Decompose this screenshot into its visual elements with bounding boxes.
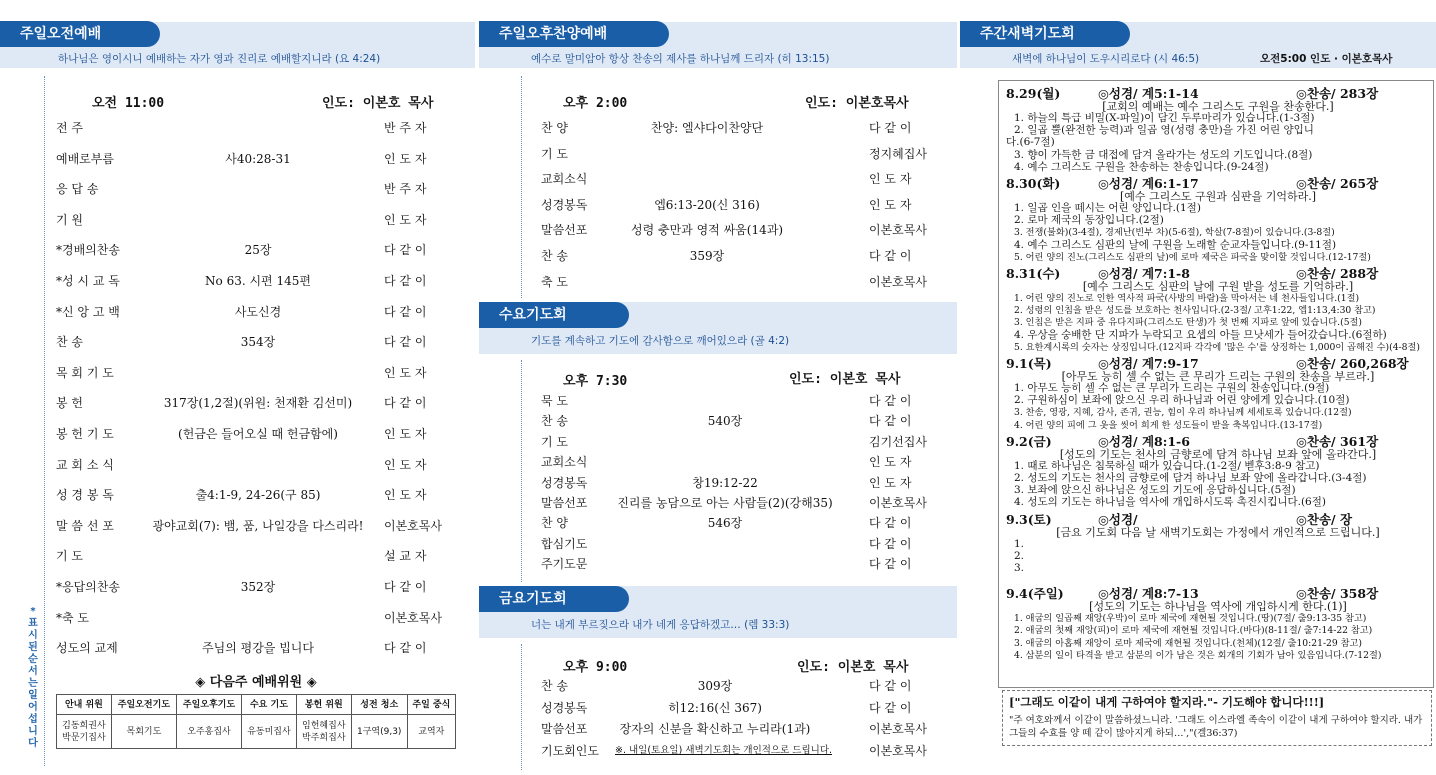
order-content: 찬양: 엘샤다이찬양단: [650, 121, 764, 135]
wednesday-verse: 기도를 계속하고 기도에 감사함으로 깨어있으라 (골 4:2): [531, 335, 790, 347]
order-row: [0, 546, 475, 566]
dawn-day-theme: [예수 그리스도 구원과 심판을 기억하라.]: [1119, 190, 1317, 203]
dawn-bible: ◎성경/ 계5:1-14: [1098, 86, 1199, 101]
order-person: 김기선집사: [869, 434, 927, 449]
order-person: 다 같 이: [384, 274, 427, 288]
order-item: 기 도: [56, 549, 83, 564]
order-content: 창19:12-22: [692, 475, 758, 490]
order-person: 이본호목사: [384, 518, 442, 533]
dawn-day-line: 4. 예수 그리스도 구원을 찬송하는 찬송입니다.(9-24절): [1014, 160, 1269, 173]
prayer-quote-box: [1002, 690, 1432, 746]
next-committee-table: [56, 694, 456, 749]
order-row: [479, 534, 957, 554]
order-item: 찬 양: [541, 516, 568, 531]
dawn-day-line: 2.: [1014, 549, 1025, 562]
friday-verse: 너는 내게 부르짖으라 내가 네게 응답하겠고… (렘 33:3): [531, 619, 790, 631]
order-person: 인 도 자: [384, 365, 427, 380]
order-row: [0, 271, 475, 291]
order-item: 찬 양: [541, 121, 568, 135]
order-content: 진리를 농담으로 아는 사람들(2)(강해35): [617, 496, 833, 510]
order-content: 317장(1,2절)(위원: 천재환 김선미): [163, 396, 353, 411]
committee-header: 안내 위원: [57, 695, 112, 715]
committee-value: 목회기도: [111, 715, 176, 749]
order-person: 인 도 자: [869, 455, 912, 470]
order-item: 교회소식: [541, 172, 588, 187]
dawn-day-line: 4. 성도의 기도는 하나님을 역사에 개입하시도록 촉진시킵니다.(6절): [1014, 496, 1326, 509]
dawn-title: 주간새벽기도회: [960, 21, 1130, 47]
order-item: *경배의찬송: [56, 243, 120, 258]
dawn-bible: ◎성경/ 계7:9-17: [1098, 356, 1199, 371]
committee-header: 수요 기도: [242, 695, 297, 715]
order-row: [479, 144, 957, 164]
order-person: 다 같 이: [869, 414, 912, 429]
dawn-day-line: 1. 때로 하나님은 침묵하실 때가 있습니다.(1-2절/ 벧후3:8-9 참고): [1014, 459, 1320, 472]
order-item: 말씀선포: [541, 722, 588, 737]
order-row: [0, 240, 475, 260]
order-row: [479, 411, 957, 431]
order-item: 합심기도: [541, 536, 588, 551]
dawn-day-line: 4. 우상을 숭배한 단 지파가 누락되고 요셉의 아들 므낫세가 들어갔습니다.(6절하): [1014, 328, 1387, 341]
dawn-day-line: 1. 하늘의 특급 비밀(X-파일)이 담긴 두루마리가 있습니다.(1-3절): [1014, 112, 1315, 124]
dawn-bible: ◎성경/ 계7:1-8: [1098, 266, 1190, 281]
dawn-day-line: 4. 어린 양의 피에 그 옷을 씻어 희게 한 성도들이 받을 축복입니다.(13-17절): [1014, 419, 1323, 431]
dawn-day-theme: [아무도 능히 셀 수 없는 큰 무리가 드리는 구원의 찬송을 부르라.]: [1061, 370, 1375, 383]
order-person: 인 도 자: [869, 197, 912, 212]
order-row: [0, 332, 475, 352]
order-person: 인 도 자: [384, 212, 427, 227]
dawn-day-line: 1. 아무도 능히 셀 수 없는 큰 무리가 드리는 구원의 찬송입니다.(9절): [1014, 382, 1330, 394]
order-content: 엡6:13-20(신 316): [654, 197, 760, 212]
order-person: 인 도 자: [384, 427, 427, 441]
order-content: 광야교회(7): 뱀, 품, 나일강을 다스리라!: [152, 518, 364, 533]
quote-title: ["그래도 이같이 내게 구하여야 할지라."- 기도해야 합니다!!!]: [1009, 695, 1325, 709]
order-row: [0, 118, 475, 138]
order-row: [479, 452, 957, 472]
order-item: 전 주: [56, 121, 83, 135]
dawn-hymn: ◎찬송/ 장: [1296, 511, 1353, 527]
order-row: [479, 698, 957, 718]
order-item: 주기도문: [541, 557, 588, 572]
dawn-day-line: 3. 애굽의 아홉째 재앙이 로마 제국에 재현될 것입니다.(천체)(12절/ 출10:21-29 참고): [1014, 637, 1362, 649]
order-item: 찬 송: [541, 414, 568, 429]
committee-header: 주일오전기도: [111, 695, 176, 715]
order-person: 다 같 이: [384, 243, 427, 258]
dawn-column: [960, 0, 1436, 775]
order-content: 352장: [240, 580, 276, 594]
wednesday-time: 오후 7:30: [563, 374, 628, 389]
committee-header: 성전 청소: [351, 695, 407, 715]
order-item: 성도의 교제: [56, 641, 118, 656]
order-item: 말씀선포: [541, 223, 588, 238]
order-row: [479, 246, 957, 266]
committee-value: 유동미집사: [242, 715, 297, 749]
dawn-day-theme: [금요 기도회 다음 날 새벽기도회는 가정에서 개인적으로 드립니다.]: [1056, 525, 1380, 539]
friday-leader: 인도: 이본호 목사: [797, 660, 909, 675]
order-item: 말 씀 선 포: [56, 518, 114, 533]
order-item: 기도회인도: [541, 743, 599, 758]
order-row: [479, 473, 957, 493]
dawn-day-line: 3.: [1014, 562, 1025, 574]
sunday-am-time: 오전 11:00: [92, 96, 165, 111]
sunday-pm-leader: 인도: 이본호목사: [805, 96, 909, 111]
order-person: 다 같 이: [869, 249, 912, 263]
dawn-day-line: 3. 인침은 받은 지파 중 유다지파(그리스도 탄생)가 첫 번째 지파로 앞에 있습니다.(5절): [1014, 317, 1362, 329]
sunday-am-column: [0, 0, 475, 775]
order-item: 찬 송: [56, 335, 83, 350]
order-item: 묵 도: [541, 394, 568, 408]
committee-value: 김동희권사 박문기집사: [57, 715, 112, 749]
order-item: 기 도: [541, 146, 568, 161]
dawn-day-line: 2. 구원하심이 보좌에 앉으신 우리 하나님과 어린 양에게 있습니다.(10절): [1014, 394, 1350, 407]
dawn-day-theme: [교회의 예배는 예수 그리스도 구원을 찬송한다.]: [1102, 100, 1334, 113]
dawn-day-line: 5. 어린 양의 진노(그리스도 심판의 날)에 로마 제국은 파국을 맞이할 것입니다.(12-17절): [1014, 251, 1371, 263]
order-item: 성경봉독: [541, 197, 588, 212]
dawn-hymn: ◎찬송/ 361장: [1296, 433, 1379, 449]
dawn-bible: ◎성경/ 계8:1-6: [1098, 433, 1190, 449]
dawn-date: 9.4(주일): [1006, 586, 1064, 602]
dawn-day-theme: [예수 그리스도 심판의 날에 구원 받을 성도를 기억하라.]: [1082, 280, 1354, 293]
dawn-hymn: ◎찬송/ 265장: [1296, 176, 1379, 191]
order-person: 인 도 자: [384, 151, 427, 166]
sunday-pm-title: 주일오후찬양예배: [479, 21, 669, 47]
order-content: 히12:16(신 367): [668, 700, 762, 715]
order-item: 기 도: [541, 434, 568, 449]
order-content: 309장: [697, 679, 733, 693]
order-row: [479, 719, 957, 739]
order-content: 출4:1-9, 24-26(구 85): [195, 488, 321, 503]
dawn-day-theme: [성도의 기도는 천사의 금향로에 담겨 하나님 보좌 앞에 올라간다.]: [1059, 447, 1377, 461]
order-content: 성령 충만과 영적 싸움(14과): [631, 223, 783, 238]
dawn-date: 9.3(토): [1006, 511, 1052, 527]
order-row: [479, 169, 957, 189]
order-row: [0, 638, 475, 658]
order-person: 이본호목사: [869, 743, 927, 758]
dawn-day-line: 3. 향이 가득한 금 대접에 담겨 올라가는 성도의 기도입니다.(8절): [1014, 148, 1313, 161]
dawn-date: 9.2(금): [1006, 433, 1052, 449]
next-committee-title: ◈ 다음주 예배위원 ◈: [195, 675, 317, 690]
order-item: *성 시 교 독: [56, 274, 120, 288]
quote-body: "주 여호와께서 이같이 말씀하셨느니라. '그래도 이스라엘 족속이 이같이 내게 구하여야 할지라. 내가 그들의 수효를 양 떼 같이 많아지게 하되…',"(겔36:37): [1009, 715, 1423, 739]
order-person: 다 같 이: [869, 394, 912, 408]
order-person: 인 도 자: [384, 488, 427, 503]
order-person: 다 같 이: [384, 396, 427, 411]
order-item: 축 도: [541, 274, 568, 289]
committee-header: 주일오후기도: [176, 695, 241, 715]
order-content: 25장: [244, 243, 272, 258]
order-person: 다 같 이: [869, 557, 912, 572]
dawn-bible: ◎성경/: [1098, 511, 1138, 527]
order-item: 찬 송: [541, 249, 568, 263]
dawn-day-line: 2. 애굽의 첫째 재앙(피)이 로마 제국에 재현될 것입니다.(바다)(8-11절/ 출7:14-22 참고): [1014, 625, 1373, 637]
service-column: [479, 0, 957, 775]
order-item: 말씀선포: [541, 496, 588, 510]
dawn-hymn: ◎찬송/ 288장: [1296, 266, 1379, 281]
order-row: [479, 272, 957, 292]
order-content: 359장: [689, 249, 725, 263]
order-person: 반 주 자: [384, 121, 427, 135]
order-content: 사도신경: [234, 304, 282, 319]
dawn-hymn: ◎찬송/ 358장: [1296, 586, 1379, 602]
order-item: 교회소식: [541, 455, 588, 470]
friday-note: ※. 내일(토요일) 새벽기도회는 개인적으로 드립니다.: [615, 745, 833, 756]
order-row: [479, 118, 957, 138]
order-person: 다 같 이: [384, 580, 427, 594]
order-row: [0, 302, 475, 322]
friday-title: 금요기도회: [479, 586, 629, 612]
order-content: 주님의 평강을 빕니다: [202, 641, 314, 656]
committee-header: 봉헌 위원: [296, 695, 351, 715]
order-content: 354장: [240, 335, 276, 350]
order-item: 찬 송: [541, 679, 568, 693]
committee-header: 주일 중식: [407, 695, 455, 715]
dawn-day-line: 3. 보좌에 앉으신 하나님은 성도의 기도에 응답하십니다.(5절): [1014, 484, 1296, 497]
sunday-am-title: 주일오전예배: [0, 21, 160, 47]
dawn-day-line: 3. 찬송, 영광, 지혜, 감사, 존귀, 권능, 힘이 우리 하나님께 세세토록 있습니다.(12절): [1014, 407, 1352, 419]
order-item: *축 도: [56, 610, 89, 625]
order-person: 인 도 자: [384, 457, 427, 472]
order-row: [479, 195, 957, 215]
order-row: [0, 393, 475, 413]
dawn-day-line: 2. 로마 제국의 동장입니다.(2절): [1014, 214, 1164, 227]
committee-value: 교역자: [407, 715, 455, 749]
order-person: 다 같 이: [869, 700, 912, 715]
order-row: [0, 516, 475, 536]
order-row: [0, 210, 475, 230]
order-row: [0, 424, 475, 444]
wednesday-leader: 인도: 이본호 목사: [789, 372, 901, 387]
dawn-date: 8.30(화): [1006, 176, 1061, 191]
order-person: 이본호목사: [869, 722, 927, 737]
order-person: 이본호목사: [869, 223, 927, 238]
dawn-day-line: 2. 일곱 뿔(완전한 능력)과 일곱 영(성령 충만)을 가진 어린 양입니: [1014, 124, 1314, 137]
order-person: 다 같 이: [869, 516, 912, 531]
friday-time: 오후 9:00: [563, 660, 628, 675]
order-person: 인 도 자: [869, 172, 912, 187]
dawn-day-line: 다.(6-7절): [1006, 136, 1055, 149]
dawn-day-line: 1. 애굽의 일곱째 재앙(우박)이 로마 제국에 재현될 것입니다.(땅)(7절/ 출9:13-35 참고): [1014, 613, 1367, 625]
order-row: [0, 485, 475, 505]
order-row: [479, 676, 957, 696]
order-person: 이본호목사: [384, 610, 442, 625]
dawn-day-line: 2. 성도의 기도는 천사의 금향로에 담겨 하나님 보좌 앞에 올라갑니다.(3-4절): [1014, 472, 1367, 484]
order-item: 봉 헌: [56, 396, 83, 411]
dawn-date: 8.31(수): [1006, 266, 1061, 281]
order-item: 응 답 송: [56, 182, 99, 197]
sunday-am-verse: 하나님은 영이시니 예배하는 자가 영과 진리로 예배할지니라 (요 4:24): [58, 53, 381, 65]
order-item: 기 원: [56, 212, 83, 227]
order-row: [479, 554, 957, 574]
order-content: 540장: [707, 414, 743, 429]
order-person: 다 같 이: [384, 304, 427, 319]
dawn-day-line: 2. 성령의 인침을 받은 성도를 보호하는 천사입니다.(2-3절/ 고후1:22, 엡1:13,4:30 참고): [1014, 305, 1376, 317]
order-row: [0, 608, 475, 628]
dawn-verse: 새벽에 하나님이 도우시리로다 (시 46:5): [1012, 53, 1200, 65]
order-person: 다 같 이: [384, 335, 427, 350]
order-item: *신 앙 고 백: [56, 304, 120, 319]
committee-value: 오주홍집사: [176, 715, 241, 749]
wednesday-title: 수요기도회: [479, 302, 629, 328]
order-person: 이본호목사: [869, 274, 927, 289]
sunday-pm-time: 오후 2:00: [563, 96, 628, 111]
order-row: [479, 432, 957, 452]
order-person: 다 같 이: [869, 536, 912, 551]
dawn-day-line: 1. 어린 양의 진노로 인한 역사적 파국(사방의 바람)을 막아서는 네 천사들입니다.(1절): [1014, 293, 1360, 304]
dawn-bible: ◎성경/ 계8:7-13: [1098, 586, 1199, 602]
order-row: [479, 513, 957, 533]
order-person: 설 교 자: [384, 549, 427, 564]
order-content: 546장: [707, 516, 743, 531]
dawn-day-line: 4. 삼분의 일이 타격을 받고 삼분의 이가 남은 것은 회개의 기회가 남아 있음입니다.(7-12절): [1014, 649, 1382, 661]
dawn-time-leader: 오전5:00 인도 · 이본호목사: [1260, 53, 1393, 65]
order-item: 예배로부름: [56, 151, 114, 166]
order-row: [0, 455, 475, 475]
order-person: 다 같 이: [384, 641, 427, 656]
committee-value: 임헌혜집사 박주희집사: [296, 715, 351, 749]
order-content: No 63. 시편 145편: [205, 274, 311, 288]
dawn-hymn: ◎찬송/ 260,268장: [1296, 356, 1409, 371]
order-row: [0, 179, 475, 199]
dawn-day-line: 4. 예수 그리스도 심판의 날에 구원을 노래할 순교자들입니다.(9-11절): [1014, 238, 1337, 251]
order-person: 반 주 자: [384, 182, 427, 197]
order-row: [0, 363, 475, 383]
dawn-bible: ◎성경/ 계6:1-17: [1098, 176, 1199, 191]
dawn-day-line: 1. 일곱 인을 떼시는 어린 양입니다.(1절): [1014, 202, 1201, 214]
dawn-date: 9.1(목): [1006, 356, 1052, 371]
order-content: (헌금은 들어오실 때 헌금함에): [178, 427, 338, 441]
order-item: *응답의찬송: [56, 580, 120, 594]
order-row: [0, 149, 475, 169]
committee-value: 1구역(9,3): [351, 715, 407, 749]
dawn-day-line: 3. 전쟁(불화)(3-4절), 경제난(빈부 차)(5-6절), 학살(7-8절)이 있습니다.(3-8절): [1014, 227, 1335, 239]
order-row: [479, 493, 957, 513]
order-item: 성 경 봉 독: [56, 488, 114, 503]
order-person: 정지혜집사: [869, 146, 927, 161]
order-content: 장자의 신분을 확신하고 누리라(1과): [619, 722, 811, 737]
order-item: 성경봉독: [541, 475, 588, 490]
order-person: 다 같 이: [869, 121, 912, 135]
dawn-date: 8.29(월): [1006, 86, 1061, 101]
order-row: [0, 577, 475, 597]
sunday-pm-verse: 예수로 말미암아 항상 찬송의 제사를 하나님께 드리자 (히 13:15): [531, 53, 830, 65]
order-item: 성경봉독: [541, 700, 588, 715]
order-person: 인 도 자: [869, 475, 912, 490]
order-content: 사40:28-31: [225, 151, 291, 166]
dawn-day-line: 5. 요한계시록의 숫자는 상징입니다.(12지파 각각에 '많은 수'를 상징하는 1,000이 곱해진 수)(4-8절): [1014, 341, 1420, 353]
order-item: 교 회 소 식: [56, 457, 114, 472]
order-person: 다 같 이: [869, 679, 912, 693]
dawn-day-line: 1.: [1014, 537, 1025, 550]
order-row: [479, 391, 957, 411]
dawn-hymn: ◎찬송/ 283장: [1296, 86, 1379, 101]
order-person: 이본호목사: [869, 496, 927, 510]
dawn-day-theme: [성도의 기도는 하나님을 역사에 개입하시게 한다.(1)]: [1089, 600, 1347, 614]
order-row: [479, 220, 957, 240]
standing-note: *표시된 순서는 일어섭니다: [28, 606, 38, 749]
order-item: 봉 헌 기 도: [56, 427, 114, 441]
order-item: 목 회 기 도: [56, 365, 114, 380]
sunday-am-leader: 인도: 이본호 목사: [322, 96, 434, 111]
dawn-days: [1006, 84, 1430, 684]
